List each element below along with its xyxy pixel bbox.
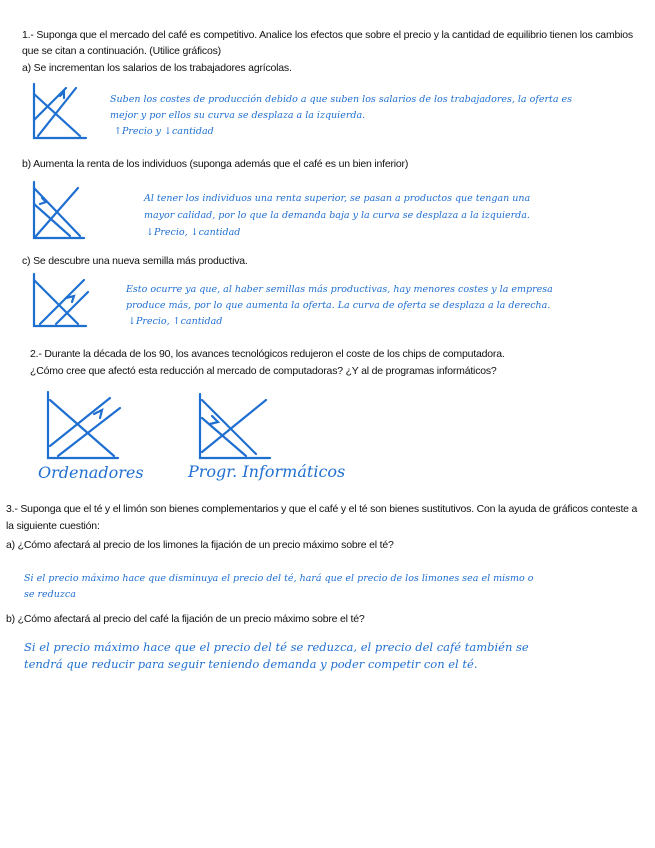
q1-b-label: b) Aumenta la renta de los individuos (suponga además que el café es un bien inferior) — [22, 158, 409, 170]
q1-a-answer-line3: ↑Precio y ↓cantidad — [114, 126, 214, 137]
q3-a-answer-line1: Si el precio máximo hace que disminuya el precio del té, hará que el precio de los limones sea el mismo o — [24, 573, 534, 584]
q3-b-answer-line2: tendrá que reducir para seguir teniendo demanda y poder competir con el té. — [24, 657, 478, 671]
q1-a-answer-line2: mejor y por ellos su curva se desplaza a la izquierda. — [110, 110, 366, 121]
q3-a-answer-line2: se reduzca — [24, 589, 76, 600]
q1-b-answer-line3: ↓Precio, ↓cantidad — [146, 227, 241, 238]
q3-b-label: b) ¿Cómo afectará al precio del café la fijación de un precio máximo sobre el té? — [6, 613, 365, 625]
q2-graph-label-computers: Ordenadores — [38, 463, 144, 482]
q3-a-label: a) ¿Cómo afectará al precio de los limones la fijación de un precio máximo sobre el té? — [6, 539, 394, 551]
q1-a-label: a) Se incrementan los salarios de los trabajadores agrícolas. — [22, 62, 292, 74]
q1-a-answer-line1: Suben los costes de producción debido a que suben los salarios de los trabajadores, la oferta es — [110, 94, 573, 105]
q2-computers-graph — [44, 390, 124, 462]
q1-c-answer-line3: ↓Precio, ↑cantidad — [128, 316, 223, 327]
q1-c-label: c) Se descubre una nueva semilla más productiva. — [22, 255, 248, 267]
q1-c-answer-line2: produce más, por lo que aumenta la oferta. La curva de oferta se desplaza a la derecha. — [126, 300, 551, 311]
q3-line1: 3.- Suponga que el té y el limón son bienes complementarios y que el café y el té son bienes sustitutivos. Con la ayuda de gráficos conteste a — [6, 503, 638, 515]
q2-line1: 2.- Durante la década de los 90, los avances tecnológicos redujeron el coste de los chips de computadora. — [30, 348, 505, 360]
q3-line2: la siguiente cuestión: — [6, 520, 100, 532]
q1-intro-line1: 1.- Suponga que el mercado del café es competitivo. Analice los efectos que sobre el precio y la cantidad de equilibrio tienen los cambios — [22, 29, 633, 41]
q1-b-answer-line1: Al tener los individuos una renta superior, se pasan a productos que tengan una — [144, 193, 531, 204]
q1-c-answer-line1: Esto ocurre ya que, al haber semillas más productivas, hay menores costes y la empresa — [126, 284, 553, 295]
q1-intro-line2: que se citan a continuación. (Utilice gráficos) — [22, 45, 221, 57]
q2-software-graph — [196, 392, 276, 462]
q1-a-graph — [30, 82, 90, 142]
q2-line2: ¿Cómo cree que afectó esta reducción al mercado de computadoras? ¿Y al de programas informáticos? — [30, 365, 497, 377]
q1-c-graph — [30, 272, 92, 330]
q3-b-answer-line1: Si el precio máximo hace que el precio del té se reduzca, el precio del café también se — [24, 640, 529, 654]
q1-b-graph — [30, 180, 90, 242]
q1-b-answer-line2: mayor calidad, por lo que la demanda baja y la curva se desplaza a la izquierda. — [144, 210, 530, 221]
q2-graph-label-software: Progr. Informáticos — [188, 462, 346, 481]
